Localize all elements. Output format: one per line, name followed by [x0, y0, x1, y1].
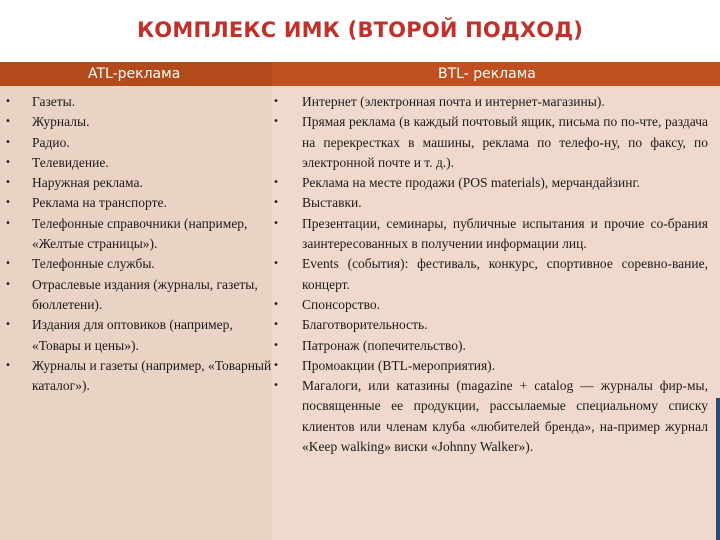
list-item: • Журналы и газеты (например, «Товарный каталог»). [32, 356, 272, 397]
list-item: • Телефонные службы. [32, 254, 272, 274]
btl-heading: BTL- реклама [438, 66, 536, 82]
slide-title: КОМПЛЕКС ИМК (ВТОРОЙ ПОДХОД) [136, 18, 584, 42]
list-item: • Радио. [32, 133, 272, 153]
list-item: • Events (события): фестиваль, конкурс, спортивное соревно-вание, концерт. [302, 254, 708, 295]
accent-bar [716, 398, 720, 540]
list-item: • Телефонные справочники (например, «Желтые страницы»). [32, 214, 272, 255]
list-item: • Благотворительность. [302, 315, 708, 335]
list-item: • Наружная реклама. [32, 173, 272, 193]
list-item: • Отраслевые издания (журналы, газеты, бюллетени). [32, 275, 272, 316]
list-item: • Промоакции (BTL-мероприятия). [302, 356, 708, 376]
list-item: • Выставки. [302, 193, 708, 213]
list-item: • Прямая реклама (в каждый почтовый ящик, письма по по-чте, раздача на перекрестках в машины, реклама по телефо-ну, по факсу, по электронной почте и т. д.). [302, 112, 708, 173]
list-item: • Патронаж (попечительство). [302, 336, 708, 356]
list-item: • Реклама на месте продажи (POS materials), мерчандайзинг. [302, 173, 708, 193]
list-item: • Телевидение. [32, 153, 272, 173]
list-item: • Реклама на транспорте. [32, 193, 272, 213]
list-item: • Издания для оптовиков (например, «Товары и цены»). [32, 315, 272, 356]
list-item: • Спонсорство. [302, 295, 708, 315]
btl-list [302, 92, 708, 457]
atl-list [32, 92, 272, 396]
list-item: • Магалоги, или катазины (magazine + catalog — журналы фир-мы, посвященные ее продукции, рассылаемые специальному списку клиентов или членам клуба «любителей бренда», на-пример журнал «Keep walking» виски «Johnny Walker»). [302, 376, 708, 457]
list-item: • Газеты. [32, 92, 272, 112]
list-item: • Журналы. [32, 112, 272, 132]
column-header-bar [0, 62, 720, 86]
atl-heading: ATL-реклама [88, 66, 181, 82]
list-item: • Презентации, семинары, публичные испытания и прочие со-брания заинтересованных в получении информации лиц. [302, 214, 708, 255]
list-item: • Интернет (электронная почта и интернет-магазины). [302, 92, 708, 112]
